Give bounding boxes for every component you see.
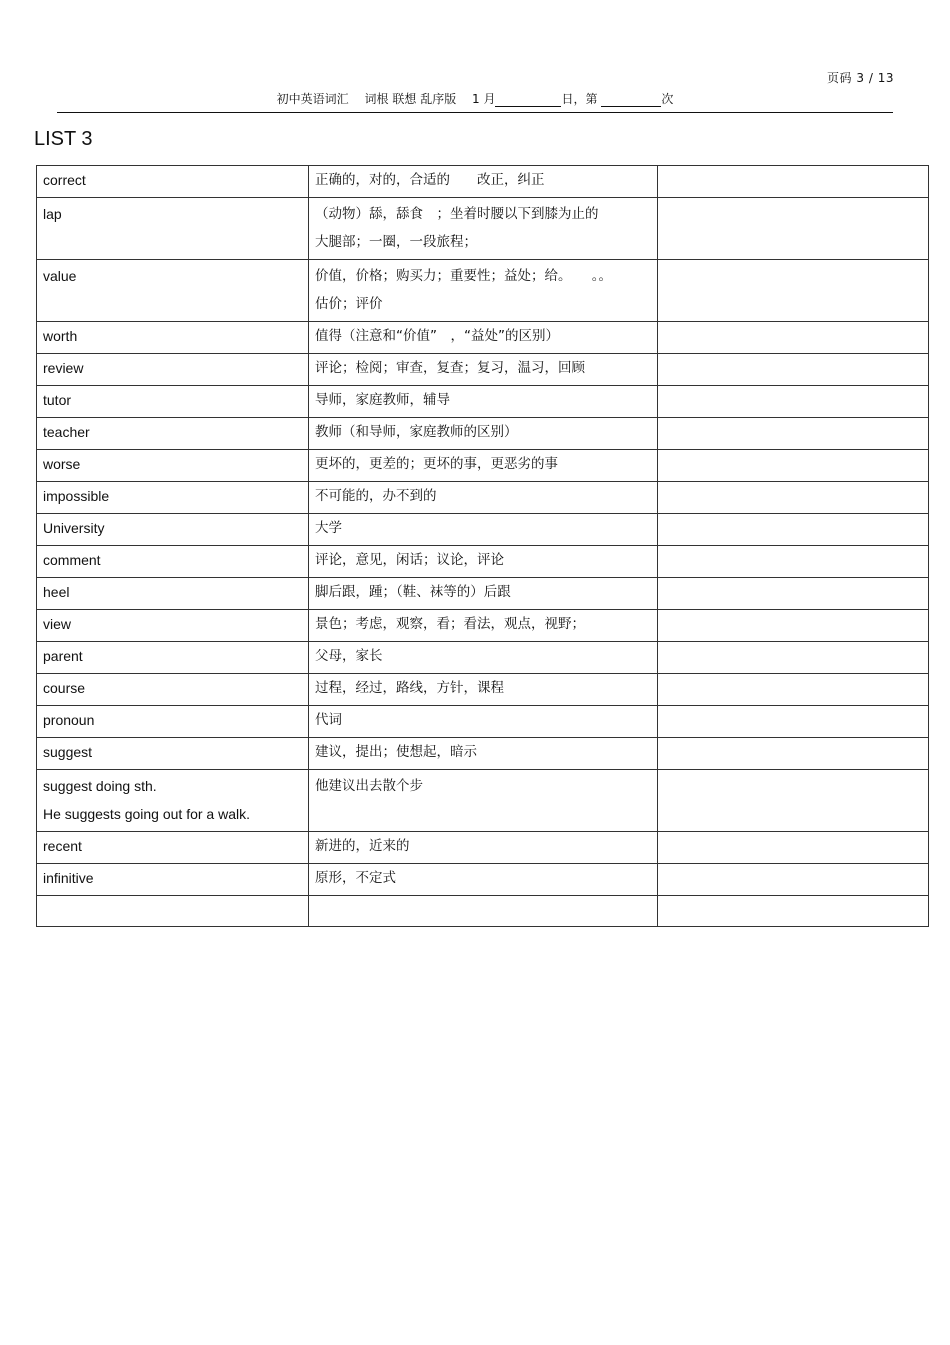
meaning-cell (309, 514, 658, 546)
word-cell (37, 514, 309, 546)
word-cell (37, 706, 309, 738)
notes-cell (658, 896, 929, 927)
meaning-cell (309, 706, 658, 738)
word-text: parent (43, 648, 83, 664)
table-row (37, 386, 929, 418)
table-row (37, 642, 929, 674)
word-text: infinitive (43, 870, 94, 886)
meaning-cell (309, 198, 658, 260)
table-row (37, 166, 929, 198)
meaning-text: 评论；检阅；审查，复查；复习，温习，回顾 (315, 360, 585, 376)
table-row (37, 418, 929, 450)
meaning-cell (309, 770, 658, 832)
meaning-text: 评论，意见，闲话；议论，评论 (315, 552, 504, 568)
meaning-cell (309, 832, 658, 864)
word-text: impossible (43, 488, 110, 504)
page-label: 页码 (827, 71, 853, 85)
notes-cell (658, 482, 929, 514)
meaning-cell (309, 450, 658, 482)
meaning-text: 教师（和导师，家庭教师的区别） (315, 424, 518, 440)
word-text: pronoun (43, 712, 95, 728)
times-label: 次 (661, 92, 674, 106)
word-text: value (43, 268, 77, 284)
meaning-cell (309, 642, 658, 674)
meaning-cell (309, 386, 658, 418)
word-text: worth (43, 328, 78, 344)
word-cell (37, 354, 309, 386)
table-row (37, 864, 929, 896)
word-text: correct (43, 172, 86, 188)
meaning-cell (309, 354, 658, 386)
word-cell (37, 770, 309, 832)
meaning-cell (309, 418, 658, 450)
meaning-text: 估价；评价 (315, 296, 383, 312)
word-text: course (43, 680, 86, 696)
word-cell (37, 260, 309, 322)
meaning-text: 过程，经过，路线，方针，课程 (315, 680, 504, 696)
word-cell (37, 386, 309, 418)
table-row (37, 322, 929, 354)
word-cell (37, 166, 309, 198)
word-text: heel (43, 584, 70, 600)
meaning-text: 脚后跟，踵；（鞋、袜等的）后跟 (315, 584, 511, 600)
page-number (827, 69, 894, 86)
notes-cell (658, 198, 929, 260)
table-row (37, 514, 929, 546)
meaning-text: （动物）舔，舔食 ；坐着时腰以下到膝为止的 (315, 206, 599, 222)
notes-cell (658, 546, 929, 578)
word-text: teacher (43, 424, 90, 440)
word-text: suggest (43, 744, 93, 760)
meaning-text: 不可能的，办不到的 (315, 488, 437, 504)
word-cell (37, 896, 309, 927)
month-label: 1 月 (472, 92, 496, 106)
vocabulary-table (36, 165, 929, 927)
meaning-text: 正确的，对的，合适的 改正，纠正 (315, 172, 545, 188)
meaning-text: 导师，家庭教师，辅导 (315, 392, 450, 408)
table-row (37, 450, 929, 482)
list-title: LIST 3 (34, 128, 93, 150)
meaning-cell (309, 674, 658, 706)
header-subtitle-2: 联想 (392, 92, 417, 106)
notes-cell (658, 450, 929, 482)
word-text: tutor (43, 392, 72, 408)
word-text: comment (43, 552, 101, 568)
word-cell (37, 610, 309, 642)
meaning-text: 原形，不定式 (315, 870, 396, 886)
word-text: worse (43, 456, 81, 472)
table-row (37, 482, 929, 514)
notes-cell (658, 166, 929, 198)
notes-cell (658, 386, 929, 418)
notes-cell (658, 706, 929, 738)
table-row (37, 770, 929, 832)
table-row (37, 578, 929, 610)
word-text: He suggests going out for a walk. (43, 806, 251, 822)
meaning-cell (309, 322, 658, 354)
meaning-cell (309, 864, 658, 896)
meaning-text: 他建议出去散个步 (315, 778, 423, 794)
table-row (37, 546, 929, 578)
word-cell (37, 482, 309, 514)
table-row (37, 674, 929, 706)
meaning-text: 景色；考虑，观察，看；看法，观点，视野； (315, 616, 585, 632)
meaning-text: 更坏的，更差的；更坏的事，更恶劣的事 (315, 456, 558, 472)
notes-cell (658, 418, 929, 450)
word-cell (37, 864, 309, 896)
meaning-cell (309, 610, 658, 642)
header-subtitle-3: 乱序版 (420, 92, 457, 106)
meaning-cell (309, 166, 658, 198)
word-cell (37, 418, 309, 450)
notes-cell (658, 322, 929, 354)
day-blank (495, 92, 561, 107)
meaning-text: 代词 (315, 712, 342, 728)
header-subtitle-1: 词根 (364, 92, 389, 106)
notes-cell (658, 674, 929, 706)
document-header (0, 90, 950, 107)
word-cell (37, 642, 309, 674)
word-text: view (43, 616, 72, 632)
page-separator: / (868, 71, 874, 85)
word-cell (37, 674, 309, 706)
word-cell (37, 198, 309, 260)
meaning-cell (309, 482, 658, 514)
notes-cell (658, 770, 929, 832)
word-text: recent (43, 838, 82, 854)
meaning-text: 大腿部；一圈，一段旅程； (315, 234, 477, 250)
notes-cell (658, 738, 929, 770)
meaning-cell (309, 260, 658, 322)
meaning-cell (309, 738, 658, 770)
table-row (37, 738, 929, 770)
table-row (37, 610, 929, 642)
table-row (37, 896, 929, 927)
page-current: 3 (856, 71, 865, 85)
word-cell (37, 578, 309, 610)
table-row (37, 832, 929, 864)
meaning-text: 新进的，近来的 (315, 838, 410, 854)
notes-cell (658, 260, 929, 322)
word-cell (37, 832, 309, 864)
word-cell (37, 546, 309, 578)
table-row (37, 706, 929, 738)
word-text: suggest doing sth. (43, 778, 157, 794)
word-cell (37, 450, 309, 482)
header-rule (57, 112, 893, 113)
meaning-text: 价值，价格；购买力；重要性；益处；给。 。。 (315, 268, 612, 284)
notes-cell (658, 864, 929, 896)
notes-cell (658, 832, 929, 864)
meaning-text: 父母，家长 (315, 648, 383, 664)
word-cell (37, 322, 309, 354)
meaning-cell (309, 578, 658, 610)
word-text: lap (43, 206, 62, 222)
word-cell (37, 738, 309, 770)
times-blank (601, 92, 661, 107)
notes-cell (658, 354, 929, 386)
notes-cell (658, 514, 929, 546)
meaning-text: 值得（注意和“价值” ，“益处”的区别） (315, 328, 559, 344)
table-row (37, 198, 929, 260)
day-label: 日，第 (561, 92, 598, 106)
header-title: 初中英语词汇 (276, 92, 349, 106)
table-row (37, 260, 929, 322)
word-text: University (43, 520, 105, 536)
meaning-text: 大学 (315, 520, 342, 536)
word-text: review (43, 360, 84, 376)
notes-cell (658, 610, 929, 642)
page-total: 13 (877, 71, 894, 85)
table-row (37, 354, 929, 386)
meaning-text: 建议，提出；使想起，暗示 (315, 744, 477, 760)
meaning-cell (309, 546, 658, 578)
notes-cell (658, 578, 929, 610)
meaning-cell (309, 896, 658, 927)
notes-cell (658, 642, 929, 674)
